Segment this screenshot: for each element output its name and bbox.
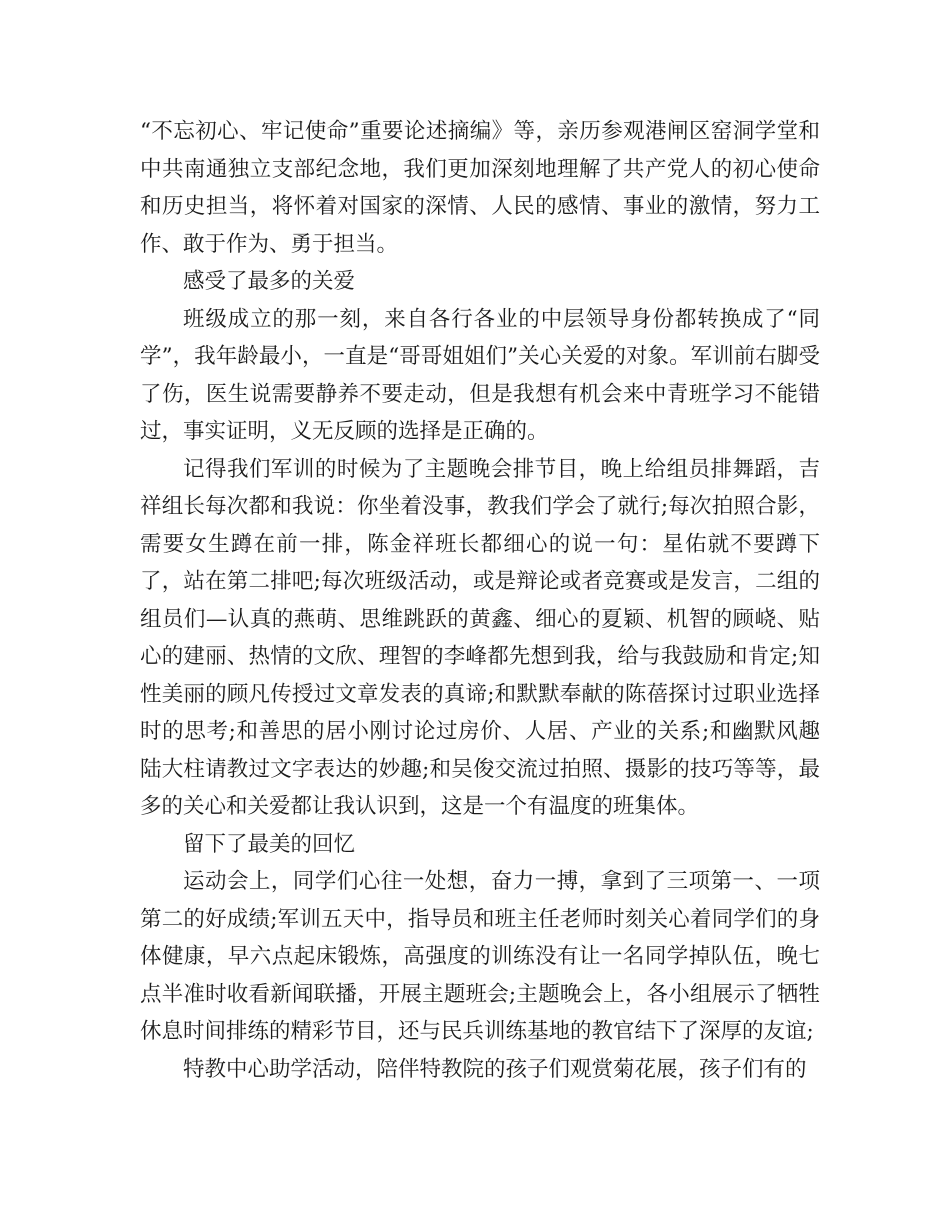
paragraph-military-training: 记得我们军训的时候为了主题晚会排节目，晚上给组员排舞蹈，吉祥组长每次都和我说：你坐着没事，教我们学会了就行;每次拍照合影，需要女生蹲在前一排，陈金祥班长都细心的说一句：星佑就不要蹲下了，站在第二排吧;每次班级活动，或是辩论或者竞赛或是发言，二组的组员们—认真的燕萌、思维跳跃的黄鑫、细心的夏颖、机智的顾峣、贴心的建丽、热情的文欣、理智的李峰都先想到我，给与我鼓励和肯定;知性美丽的顾凡传授过文章发表的真谛;和默默奉献的陈蓓探讨过职业选择时的思考;和善思的居小刚讨论过房价、人居、产业的关系;和幽默风趣陆大柱请教过文字表达的妙趣;和吴俊交流过拍照、摄影的技巧等等，最多的关心和关爱都让我认识到，这是一个有温度的班集体。 bbox=[140, 456, 820, 819]
section-heading-care: 感受了最多的关爱 bbox=[183, 269, 356, 294]
paragraph-class-formation: 班级成立的那一刻，来自各行各业的中层领导身份都转换成了“同学”，我年龄最小，一直是“哥哥姐姐们”关心关爱的对象。军训前右脚受了伤，医生说需要静养不要走动，但是我想有机会来中青班学习不能错过，事实证明，义无反顾的选择是正确的。 bbox=[140, 306, 820, 444]
paragraph-continuation: “不忘初心、牢记使命”重要论述摘编》等，亲历参观港闸区窑洞学堂和中共南通独立支部纪念地，我们更加深刻地理解了共产党人的初心使命和历史担当，将怀着对国家的深情、人民的感情、事业的激情，努力工作、敢于作为、勇于担当。 bbox=[140, 119, 820, 257]
paragraph-special-education: 特教中心助学活动，陪伴特教院的孩子们观赏菊花展，孩子们有的 bbox=[183, 1056, 807, 1082]
paragraph-sports-meet: 运动会上，同学们心往一处想，奋力一搏，拿到了三项第一、一项第二的好成绩;军训五天中，指导员和班主任老师时刻关心着同学们的身体健康，早六点起床锻炼，高强度的训练没有让一名同学掉队伍，晚七点半准时收看新闻联播，开展主题班会;主题晚会上，各小组展示了牺牲休息时间排练的精彩节目，还与民兵训练基地的教官结下了深厚的友谊; bbox=[140, 869, 820, 1044]
document-page bbox=[140, 113, 820, 1088]
section-heading-memories: 留下了最美的回忆 bbox=[183, 831, 356, 857]
